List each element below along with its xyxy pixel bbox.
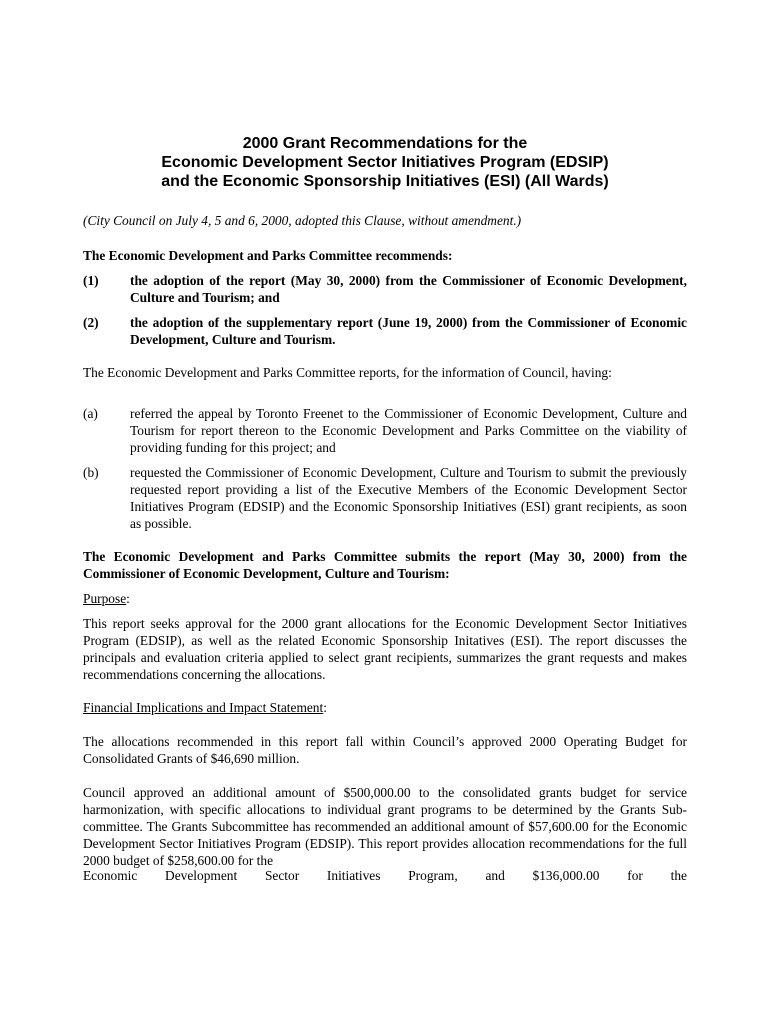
financial-paragraph-2: Council approved an additional amount of $500,000.00 to the consolidated grants budget for service harmonization, with specific allocations to individual grant programs to be determined by the Grants Sub-committee. The Grants Subcommittee has recommended an additional amount of $57,600.00 for the Economic Development Sector Initiatives Program (EDSIP). This report provides allocation recommendations for the full 2000 budget of $258,600.00 for the (83, 785, 687, 868)
title-line-1: 2000 Grant Recommendations for the (242, 135, 528, 152)
report-item-text-b: requested the Commissioner of Economic Development, Culture and Tourism to submit the previously requested report providing a list of the Executive Members of the Economic Development Sector Initiatives Program (EDSIP) and the Economic Sponsorship Initiatives (ESI) grant recipients, as soon as possible. (130, 465, 687, 531)
purpose-heading: Purpose (83, 591, 127, 606)
report-item-text-a: referred the appeal by Toronto Freenet to the Commissioner of Economic Development, Culture and Tourism for report thereon to the Economic Development and Parks Committee on the viability of providing funding for this project; and (130, 406, 687, 455)
financial-paragraph-2-last-line: Economic Development Sector Initiatives Program, and $136,000.00 for the (83, 868, 687, 883)
document-title (80, 134, 690, 191)
financial-paragraph-1: The allocations recommended in this report fall within Council’s approved 2000 Operating Budget for Consolidated Grants of $46,690 million. (83, 734, 687, 766)
reports-intro: The Economic Development and Parks Committee reports, for the information of Council, having: (83, 365, 612, 380)
financial-heading: Financial Implications and Impact Statement (83, 700, 324, 715)
recommends-heading: The Economic Development and Parks Committee recommends: (83, 248, 453, 263)
financial-colon: : (323, 700, 327, 715)
recommendation-text-1: the adoption of the report (May 30, 2000) from the Commissioner of Economic Development, Culture and Tourism; and (130, 273, 687, 305)
title-line-3: and the Economic Sponsorship Initiatives (ESI) (All Wards) (161, 173, 609, 190)
recommendation-text-2: the adoption of the supplementary report (June 19, 2000) from the Commissioner of Economic Development, Culture and Tourism. (130, 315, 687, 347)
purpose-heading-line (83, 590, 687, 607)
recommendation-number-2: (2) (83, 315, 99, 330)
purpose-colon: : (126, 591, 130, 606)
report-item-number-a: (a) (83, 406, 98, 421)
financial-heading-line (83, 699, 687, 716)
title-line-2: Economic Development Sector Initiatives Program (EDSIP) (161, 154, 609, 171)
council-note: (City Council on July 4, 5 and 6, 2000, adopted this Clause, without amendment.) (83, 213, 522, 228)
purpose-paragraph: This report seeks approval for the 2000 grant allocations for the Economic Development Sector Initiatives Program (EDSIP), as well as the related Economic Sponsorship Initatives (ESI). The report discusses the principals and evaluation criteria applied to select grant recipients, summarizes the grant requests and makes recommendations concerning the allocations. (83, 616, 687, 682)
submits-paragraph: The Economic Development and Parks Committee submits the report (May 30, 2000) from the Commissioner of Economic Development, Culture and Tourism: (83, 549, 687, 581)
recommendation-number-1: (1) (83, 273, 99, 288)
report-item-number-b: (b) (83, 465, 99, 480)
